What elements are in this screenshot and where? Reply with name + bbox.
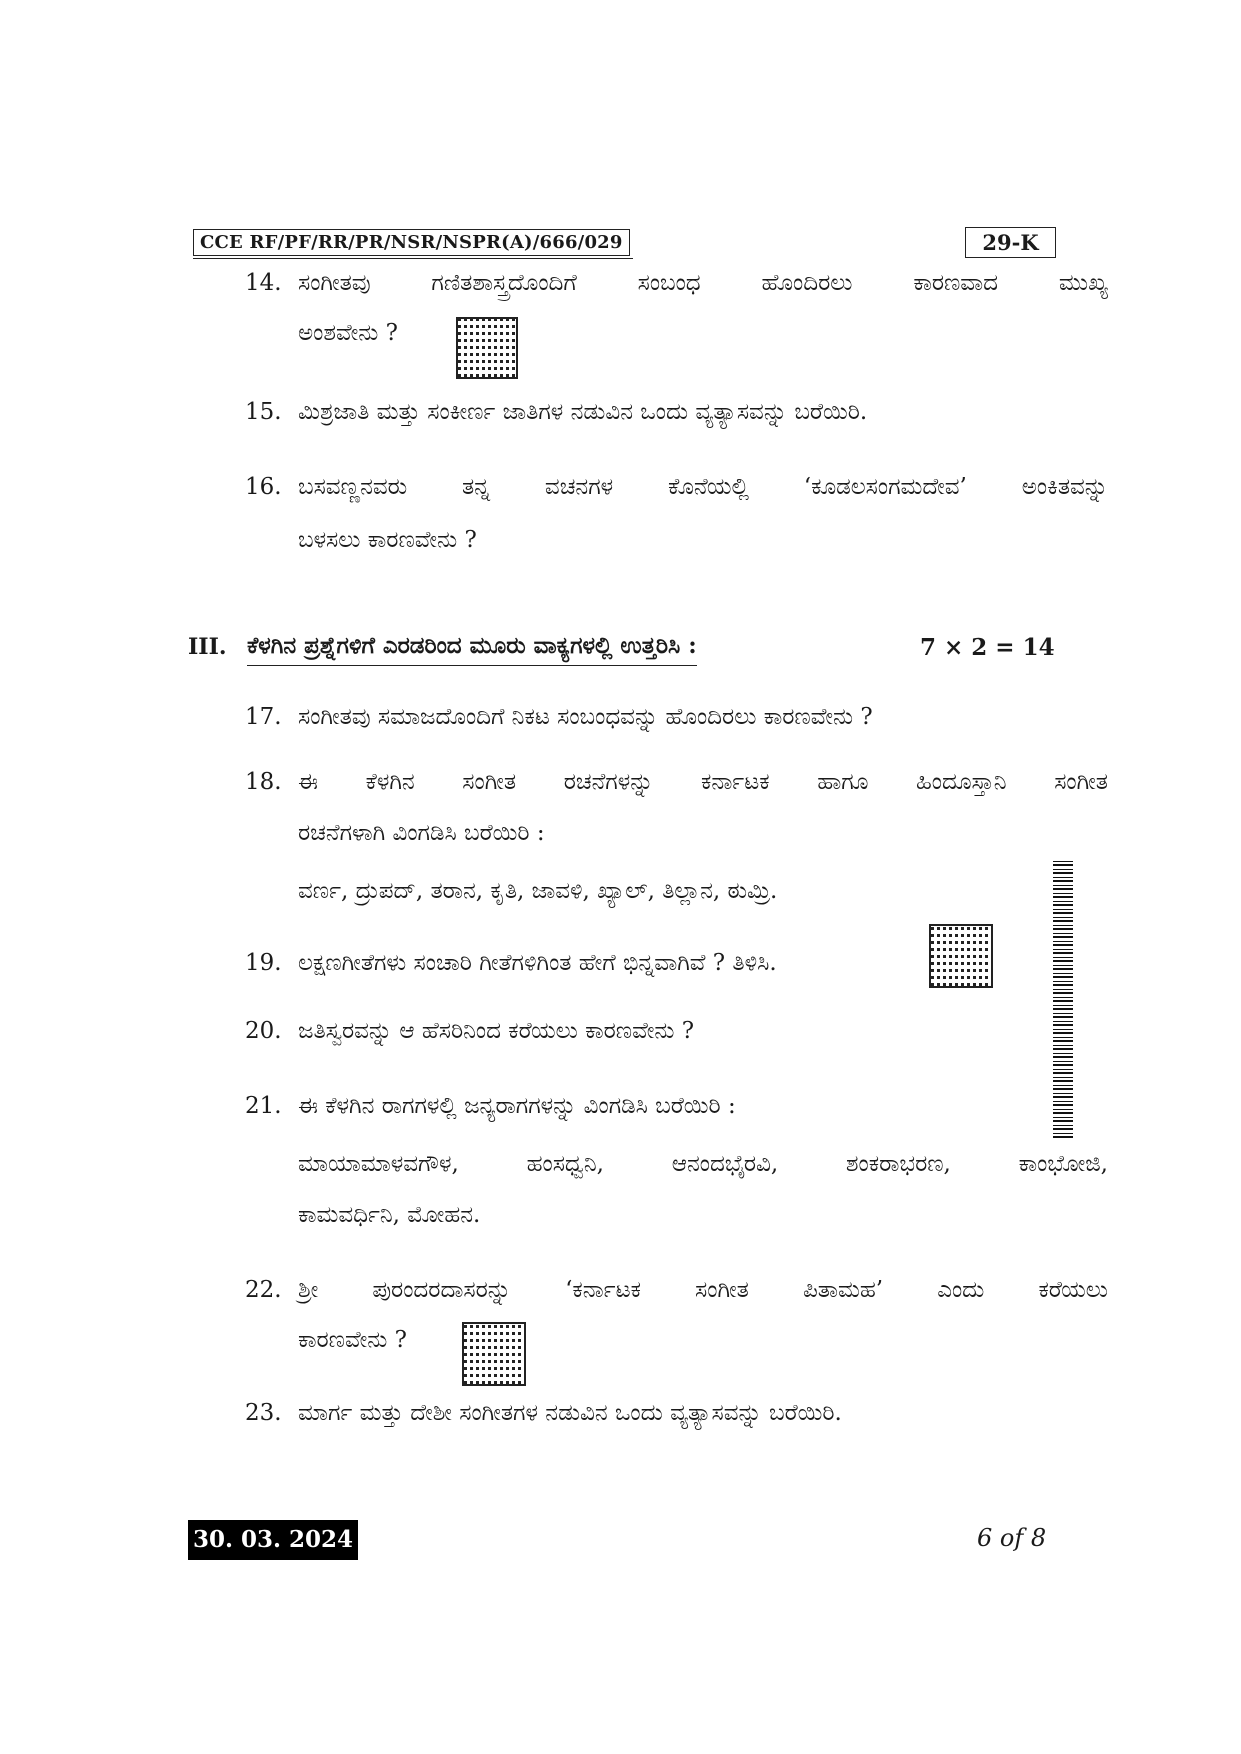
section-label: III. — [188, 634, 227, 660]
qr-code-icon — [462, 1322, 526, 1386]
section-title: ಕೆಳಗಿನ ಪ್ರಶ್ನೆಗಳಿಗೆ ಎರಡರಿಂದ ಮೂರು ವಾಕ್ಯಗಳಲ್ಲಿ ಉತ್ತರಿಸಿ : — [247, 632, 697, 666]
question-text: ಬಳಸಲು ಕಾರಣವೇನು ? — [298, 527, 477, 553]
page-number: 6 of 8 — [977, 1524, 1047, 1552]
question-text: ಜತಿಸ್ವರವನ್ನು ಆ ಹೆಸರಿನಿಂದ ಕರೆಯಲು ಕಾರಣವೇನು ? — [298, 1018, 695, 1044]
question-text: ಈ ಕೆಳಗಿನ ರಾಗಗಳಲ್ಲಿ ಜನ್ಯರಾಗಗಳನ್ನು ವಿಂಗಡಿಸಿ ಬರೆಯಿರಿ : — [298, 1093, 736, 1119]
question-text: ಶ್ರೀ ಪುರಂದರದಾಸರನ್ನು ‘ಕರ್ನಾಟಕ ಸಂಗೀತ ಪಿತಾಮಹ’ ಎಂದು ಕರೆಯಲು — [298, 1277, 1108, 1303]
question-options: ಕಾಮವರ್ಧಿನಿ, ಮೋಹನ. — [298, 1202, 481, 1228]
question-text: ಈ ಕೆಳಗಿನ ಸಂಗೀತ ರಚನೆಗಳನ್ನು ಕರ್ನಾಟಕ ಹಾಗೂ ಹಿಂದೂಸ್ತಾನಿ ಸಂಗೀತ — [298, 769, 1108, 795]
question-text: ಲಕ್ಷಣಗೀತೆಗಳು ಸಂಚಾರಿ ಗೀತೆಗಳಿಗಿಂತ ಹೇಗೆ ಭಿನ್ನವಾಗಿವೆ ? ತಿಳಿಸಿ. — [298, 950, 777, 976]
qr-code-icon — [456, 317, 518, 379]
question-number: 22. — [245, 1277, 282, 1303]
question-text: ಸಂಗೀತವು ಸಮಾಜದೊಂದಿಗೆ ನಿಕಟ ಸಂಬಂಧವನ್ನು ಹೊಂದಿರಲು ಕಾರಣವೇನು ? — [298, 704, 873, 730]
qr-code-icon — [929, 924, 993, 988]
question-text: ಮಿಶ್ರಜಾತಿ ಮತ್ತು ಸಂಕೀರ್ಣ ಜಾತಿಗಳ ನಡುವಿನ ಒಂದು ವ್ಯತ್ಯಾಸವನ್ನು ಬರೆಯಿರಿ. — [298, 399, 868, 425]
question-text: ಬಸವಣ್ಣನವರು ತನ್ನ ವಚನಗಳ ಕೊನೆಯಲ್ಲಿ ‘ಕೂಡಲಸಂಗಮದೇವ’ ಅಂಕಿತವನ್ನು — [298, 474, 1108, 500]
question-options: ಮಾಯಾಮಾಳವಗೌಳ, ಹಂಸಧ್ವನಿ, ಆನಂದಭೈರವಿ, ಶಂಕರಾಭರಣ, ಕಾಂಭೋಜಿ, — [298, 1151, 1108, 1177]
question-number: 19. — [245, 950, 282, 976]
question-text: ಸಂಗೀತವು ಗಣಿತಶಾಸ್ತ್ರದೊಂದಿಗೆ ಸಂಬಂಧ ಹೊಂದಿರಲು ಕಾರಣವಾದ ಮುಖ್ಯ — [298, 270, 1108, 296]
question-text: ಅಂಶವೇನು ? — [298, 320, 399, 346]
question-text: ಮಾರ್ಗ ಮತ್ತು ದೇಶೀ ಸಂಗೀತಗಳ ನಡುವಿನ ಒಂದು ವ್ಯತ್ಯಾಸವನ್ನು ಬರೆಯಿರಿ. — [298, 1400, 842, 1426]
question-number: 14. — [245, 270, 282, 296]
question-number: 18. — [245, 769, 282, 795]
question-number: 21. — [245, 1093, 282, 1119]
section-marks: 7 × 2 = 14 — [920, 634, 1055, 661]
question-number: 23. — [245, 1400, 282, 1426]
barcode-icon — [1053, 858, 1073, 1138]
question-options: ವರ್ಣ, ದ್ರುಪದ್, ತರಾನ, ಕೃತಿ, ಜಾವಳಿ, ಖ್ಯಾಲ್, ತಿಲ್ಲಾನ, ಠುಮ್ರಿ. — [298, 878, 778, 904]
question-number: 15. — [245, 399, 282, 425]
date-badge: 30. 03. 2024 — [188, 1520, 358, 1560]
header-rule — [193, 258, 633, 259]
question-text: ರಚನೆಗಳಾಗಿ ವಿಂಗಡಿಸಿ ಬರೆಯಿರಿ : — [298, 820, 545, 846]
question-number: 17. — [245, 704, 282, 730]
exam-code-box: CCE RF/PF/RR/PR/NSR/NSPR(A)/666/029 — [193, 229, 630, 256]
paper-code-box: 29-K — [965, 227, 1056, 258]
question-text: ಕಾರಣವೇನು ? — [298, 1327, 407, 1353]
question-number: 16. — [245, 474, 282, 500]
question-number: 20. — [245, 1018, 282, 1044]
